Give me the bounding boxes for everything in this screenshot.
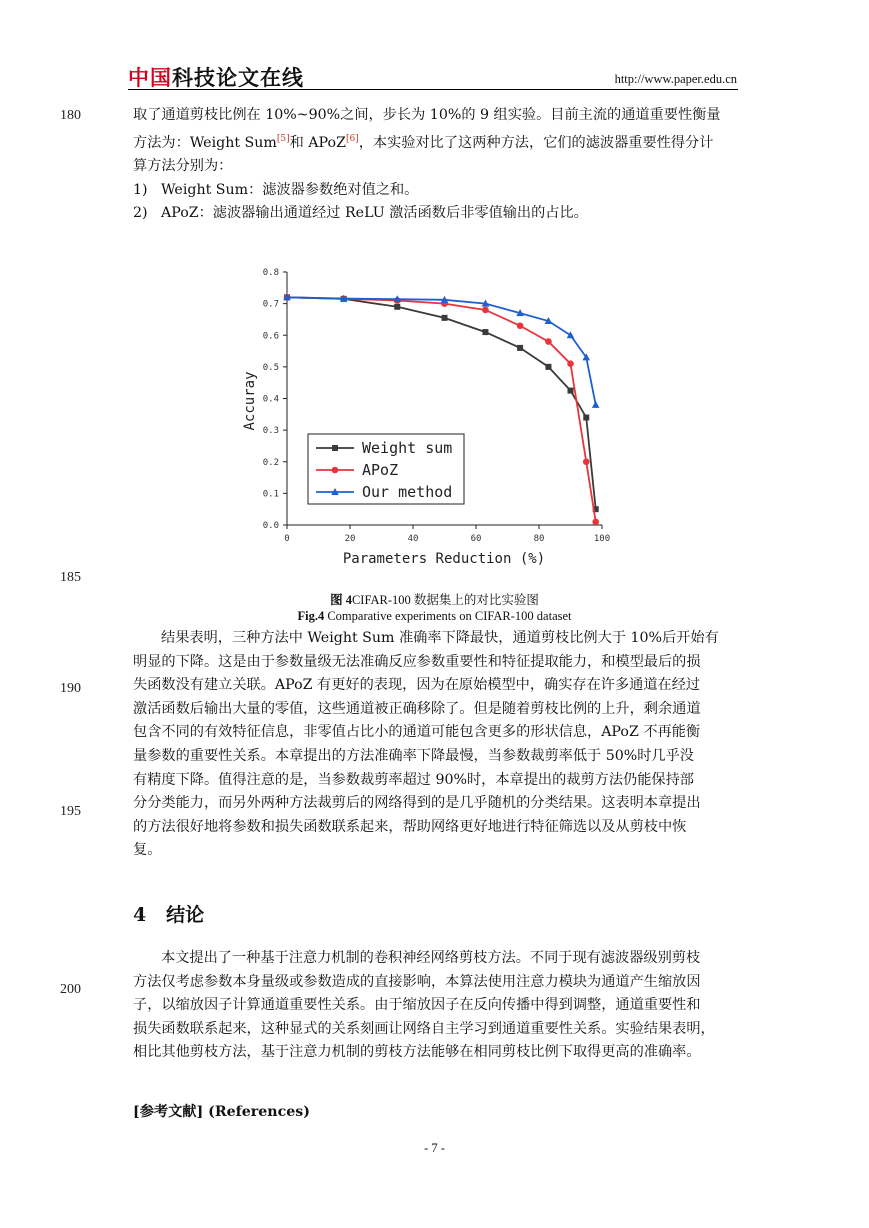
page-number: - 7 - — [424, 1141, 445, 1155]
x-tick-label: 40 — [407, 534, 419, 544]
citation-5[interactable]: [5] — [276, 133, 290, 144]
list-text: Weight Sum：滤波器参数绝对值之和。 — [161, 181, 419, 198]
results-paragraph — [133, 627, 738, 863]
data-point-weight-sum — [583, 414, 589, 420]
paragraph-line: 分分类能力，而另外两种方法裁剪后的网络得到的是几乎随机的分类结果。这表明本章提出 — [133, 795, 701, 812]
logo-black-text: 科技论文在线 — [172, 66, 304, 90]
data-point-our-method — [592, 401, 600, 408]
y-tick-label: 0.5 — [262, 362, 279, 373]
text-run: 和 APoZ — [289, 134, 346, 151]
citation-6[interactable]: [6] — [345, 133, 359, 144]
paragraph-line: 方法仅考虑参数本身量级或参数造成的直接影响，本算法使用注意力模块为通道产生缩放因 — [133, 973, 701, 990]
data-point-weight-sum — [394, 304, 400, 310]
data-point-apoz — [592, 519, 599, 526]
paragraph-line: 明显的下降。这是由于参数量级无法准确反应参数重要性和特征提取能力，和模型最后的损 — [133, 653, 701, 670]
x-axis-label: Parameters Reduction (%) — [342, 551, 546, 567]
intro-line: 取了通道剪枝比例在 10%~90%之间，步长为 10%的 9 组实验。目前主流的通道重要性衡量 — [133, 107, 721, 123]
paragraph-line: 本文提出了一种基于注意力机制的卷积神经网络剪枝方法。不同于现有滤波器级别剪枝 — [161, 950, 701, 966]
list-item — [133, 179, 738, 203]
caption-label: Fig.4 — [297, 609, 325, 623]
data-point-weight-sum — [482, 329, 488, 335]
paragraph-line: 有精度下降。值得注意的是，当参数裁剪率超过 90%时，本章提出的裁剪方法仍能保持部 — [133, 771, 694, 788]
y-tick-label: 0.2 — [262, 457, 279, 468]
data-point-apoz — [517, 322, 524, 329]
paragraph-line: 的方法很好地将参数和损失函数联系起来，帮助网络更好地进行特征筛选以及从剪枝中恢 — [133, 818, 687, 835]
line-number: 195 — [60, 804, 81, 819]
logo-red-text: 中国 — [128, 66, 172, 90]
text-run: ，本实验对比了这两种方法，它们的滤波器重要性得分计 — [358, 134, 714, 151]
paragraph-line: 激活函数后输出大量的零值，这些通道被正确移除了。但是随着剪枝比例的上升，剩余通道 — [133, 700, 701, 717]
journal-logo — [128, 62, 304, 92]
paragraph-line: 包含不同的有效特征信息，非零值占比小的通道可能包含更多的形状信息，APoZ 不再能衡 — [133, 724, 701, 741]
y-tick-label: 0.1 — [262, 489, 279, 500]
figure-caption-en — [0, 609, 869, 624]
x-tick-label: 60 — [470, 534, 482, 544]
intro-paragraph — [133, 104, 738, 226]
legend-label-apoz: APoZ — [362, 461, 399, 479]
conclusion-paragraph — [133, 947, 738, 1065]
intro-line — [133, 128, 738, 156]
header-url[interactable]: http://www.paper.edu.cn — [614, 72, 737, 86]
y-tick-label: 0.8 — [262, 268, 279, 278]
text-run: 方法为：Weight Sum — [133, 134, 277, 151]
y-tick-label: 0.7 — [262, 299, 279, 310]
header-rule — [128, 89, 738, 90]
legend-label-our-method: Our method — [362, 483, 453, 501]
y-tick-label: 0.6 — [262, 331, 279, 342]
data-point-weight-sum — [442, 315, 448, 321]
list-item — [133, 202, 738, 226]
paragraph-line: 复。 — [133, 842, 162, 859]
paragraph-line: 量参数的重要性关系。本章提出的方法准确率下降最慢，当参数裁剪率低于 50%时几乎没 — [133, 747, 694, 764]
references-heading: [参考文献] (References) — [133, 1104, 310, 1120]
intro-line: 算方法分别为： — [133, 158, 233, 175]
line-number: 200 — [60, 982, 81, 997]
paragraph-line: 失函数没有建立关联。APoZ 有更好的表现，因为在原始模型中，确实存在许多通道在经过 — [133, 677, 701, 694]
y-axis-label: Accuray — [242, 371, 258, 431]
y-tick-label: 0.0 — [262, 521, 279, 531]
section-title: 结论 — [166, 904, 205, 926]
caption-label: 图 4 — [330, 593, 352, 607]
chart-legend — [308, 434, 464, 504]
line-number: 180 — [60, 108, 81, 123]
x-tick-label: 0 — [284, 534, 290, 544]
series-our-method — [283, 293, 599, 408]
x-tick-label: 100 — [593, 534, 611, 544]
list-number: 1) — [133, 181, 148, 198]
data-point-apoz — [482, 307, 489, 314]
line-number: 190 — [60, 681, 81, 696]
line-number: 185 — [60, 570, 81, 585]
caption-text: Comparative experiments on CIFAR-100 dataset — [324, 609, 572, 623]
data-point-weight-sum — [568, 388, 574, 394]
y-tick-label: 0.3 — [262, 426, 279, 437]
series-line-our-method — [287, 297, 596, 405]
x-tick-label: 80 — [533, 534, 545, 544]
list-number: 2) — [133, 205, 148, 222]
paragraph-line: 子，以缩放因子计算通道重要性关系。由于缩放因子在反向传播中得到调整，通道重要性和 — [133, 997, 701, 1014]
paragraph-line: 结果表明，三种方法中 Weight Sum 准确率下降最快，通道剪枝比例大于 10%后开始有 — [161, 630, 719, 646]
legend-marker-apoz — [332, 467, 339, 474]
legend-marker-weight-sum — [332, 445, 338, 451]
x-tick-label: 20 — [344, 534, 356, 544]
accuracy-chart — [230, 258, 630, 576]
section-number: 4 — [133, 904, 147, 926]
list-text: APoZ：滤波器输出通道经过 ReLU 激活函数后非零值输出的占比。 — [161, 205, 588, 222]
caption-text: CIFAR-100 数据集上的对比实验图 — [351, 593, 539, 607]
paragraph-line: 损失函数联系起来，这种显式的关系刻画让网络自主学习到通道重要性关系。实验结果表明， — [133, 1020, 715, 1037]
data-point-our-method — [567, 331, 575, 338]
data-point-apoz — [567, 360, 574, 367]
paragraph-line: 相比其他剪枝方法，基于注意力机制的剪枝方法能够在相同剪枝比例下取得更高的准确率。 — [133, 1044, 701, 1061]
y-tick-label: 0.4 — [262, 394, 279, 405]
data-point-weight-sum — [517, 345, 523, 351]
legend-label-weight-sum: Weight sum — [362, 439, 453, 457]
data-point-weight-sum — [545, 364, 551, 370]
data-point-apoz — [545, 338, 552, 345]
section-heading — [133, 900, 204, 927]
figure-caption-zh — [0, 590, 869, 608]
data-point-apoz — [583, 458, 590, 465]
